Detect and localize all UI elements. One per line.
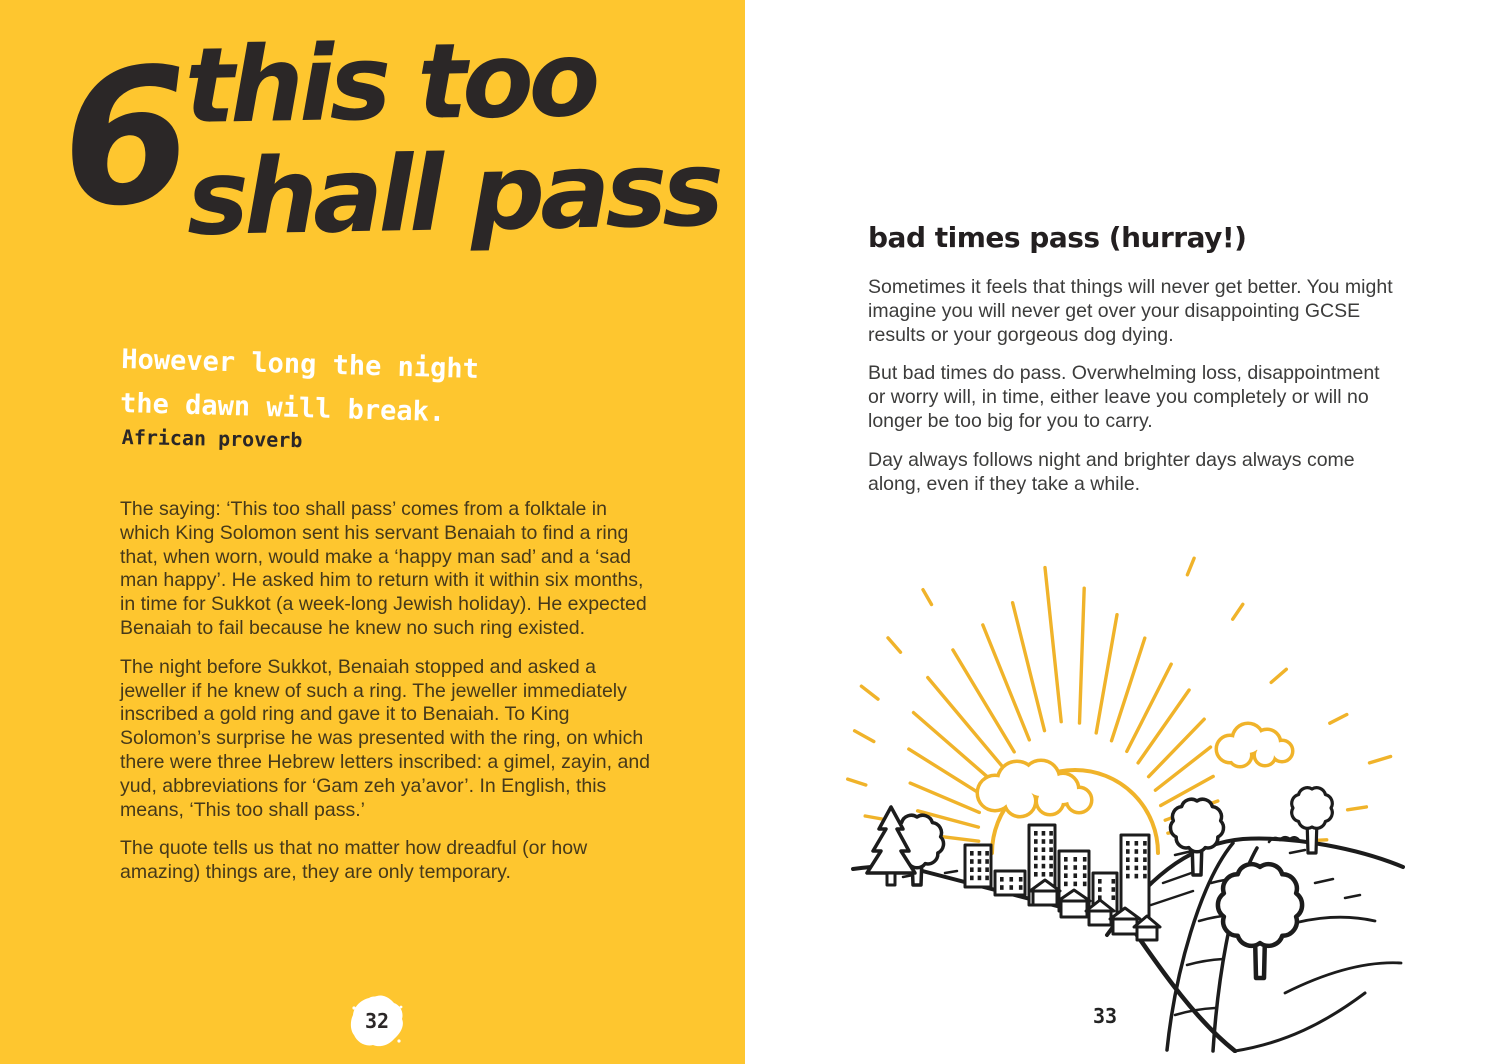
proverb-line1: However long the night — [120, 343, 480, 385]
sunrise-illustration — [845, 553, 1405, 1053]
page-number: 33 — [1092, 1004, 1118, 1028]
paragraph: The saying: ‘This too shall pass’ comes from a folktale in which King Solomon sent his servant Benaiah to find a ring that, when worn, would make a ‘happy man sad’ and a ‘sad man happy’. He asked him to return with it within six months, in time for Sukkot (a week-long Jewish holiday). He expected Benaiah to fail because he knew no such ring existed. — [120, 498, 647, 639]
page-number-badge — [350, 994, 404, 1048]
paragraph: The quote tells us that no matter how dreadful (or how amazing) things are, they are only temporary. — [120, 837, 588, 884]
chapter-title-line2: shall pass — [185, 127, 720, 259]
paragraph: The night before Sukkot, Benaiah stopped and asked a jeweller if he knew of such a ring. The jeweller immediately inscribed a gold ring and gave it to Benaiah. To King Solomon’s surprise he was presented with the ring, on which there were three Hebrew letters inscribed: a gimel, zayin, and yud, abbreviations for ‘Gam zeh ya’avor’. In English, this means, ‘This too shall pass.’ — [120, 655, 651, 821]
sunrise-illustration-svg — [845, 553, 1405, 1053]
right-page — [745, 0, 1500, 1064]
quote-attribution: African proverb — [121, 424, 303, 453]
left-body-text — [120, 498, 660, 900]
chapter-title-line1: this too — [183, 17, 597, 147]
proverb-line2: the dawn will break. — [119, 387, 446, 429]
left-page — [0, 0, 745, 1064]
paragraph: Sometimes it feels that things will never get better. You might imagine you will never get over your disappointing GCSE results or your gorgeous dog dying. — [868, 276, 1393, 346]
proverb-quote — [120, 338, 480, 436]
chapter-number: 6 — [54, 25, 199, 251]
right-body-text — [868, 276, 1400, 511]
paragraph: But bad times do pass. Overwhelming loss, disappointment or worry will, in time, either leave you completely or will no longer be too big for you to carry. — [868, 362, 1380, 432]
page-number: 32 — [364, 1009, 390, 1033]
paragraph: Day always follows night and brighter days always come along, even if they take a while. — [868, 448, 1355, 495]
section-heading: bad times pass (hurray!) — [868, 221, 1247, 254]
chapter-title — [183, 17, 720, 259]
